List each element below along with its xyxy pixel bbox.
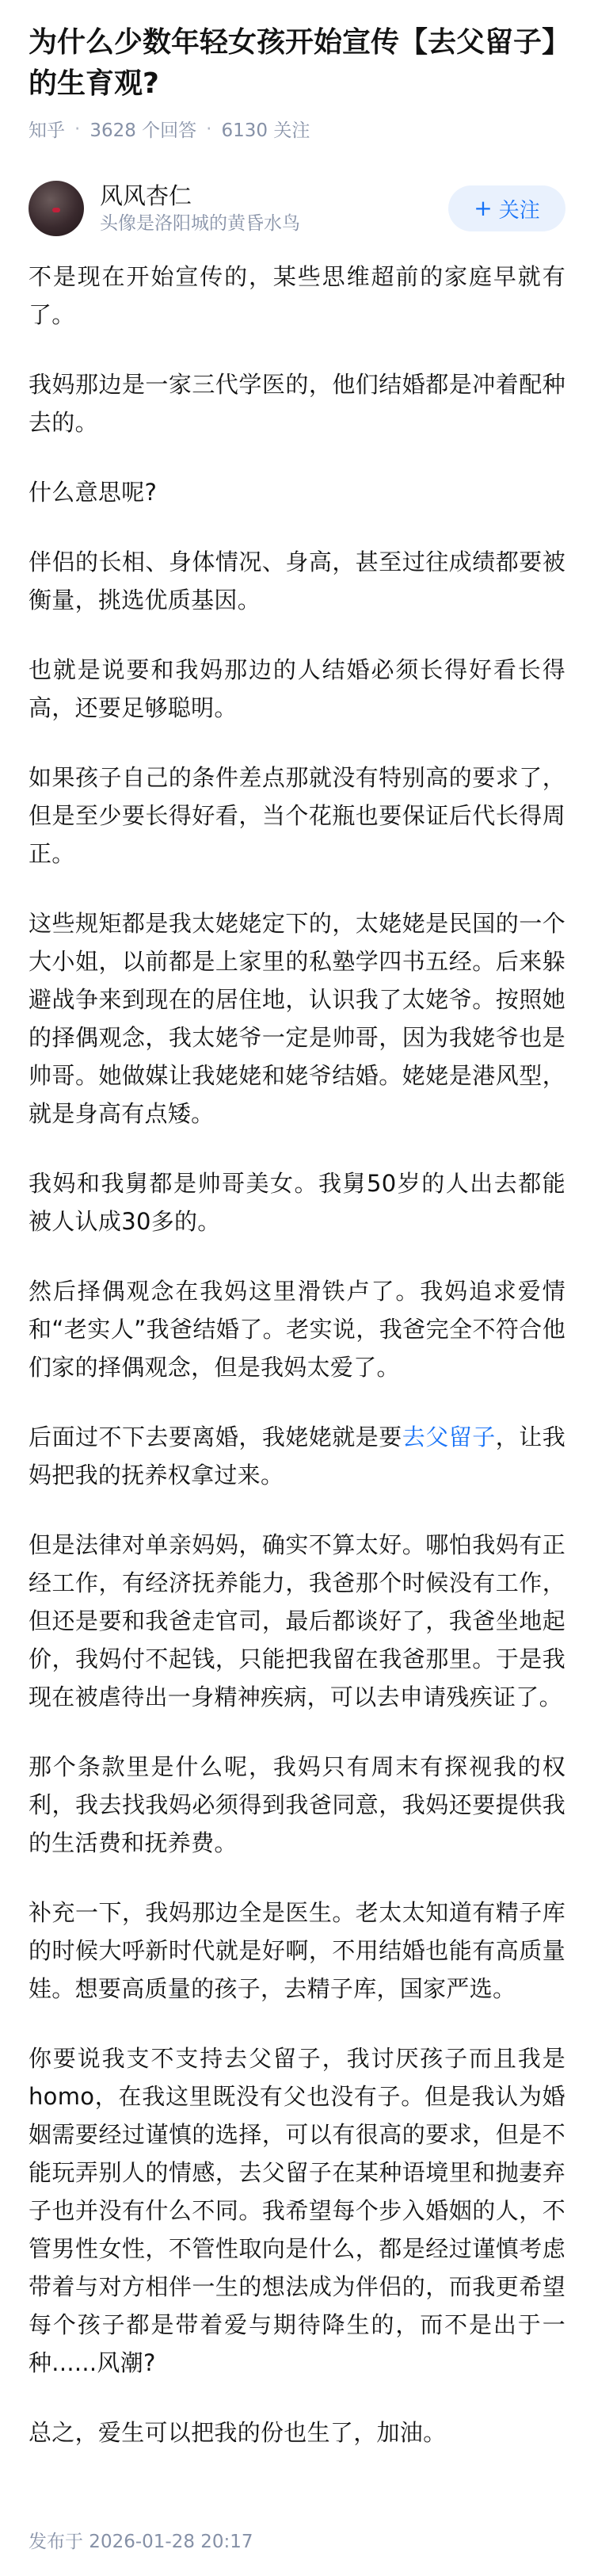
answer-paragraph: 那个条款里是什么呢，我妈只有周末有探视我的权利，我去找我妈必须得到我爸同意，我妈还要提供我的生活费和抚养费。 — [29, 1753, 565, 1856]
answer-paragraph: 总之，爱生可以把我的份也生了，加油。 — [29, 2419, 447, 2446]
follow-label: 关注 — [498, 198, 540, 223]
answer-paragraph: 这些规矩都是我太姥姥定下的，太姥姥是民国的一个大小姐，以前都是上家里的私塾学四书五经。后来躲避战争来到现在的居住地，认识我了太姥爷。按照她的择偶观念，我太姥爷一定是帅哥，因为我姥爷也是帅哥。她做媒让我姥姥和姥爷结婚。姥姥是港风型，就是身高有点矮。 — [29, 910, 565, 1127]
answer-paragraph: 什么意思呢? — [29, 479, 158, 506]
question-meta — [29, 116, 565, 142]
answer-paragraph: 不是现在开始宣传的，某些思维超前的家庭早就有了。 — [29, 263, 565, 328]
answer-paragraph: 如果孩子自己的条件差点那就没有特别高的要求了，但是至少要长得好看，当个花瓶也要保证后代长得周正。 — [29, 764, 565, 867]
follow-button[interactable] — [448, 185, 565, 231]
answer-paragraph: 但是法律对单亲妈妈，确实不算太好。哪怕我妈有正经工作，有经济抚养能力，我爸那个时候没有工作，但还是要和我爸走官司，最后都谈好了，我爸坐地起价，我妈付不起钱，只能把我留在我爸那里。于是我现在被虐待出一身精神疾病，可以去申请残疾证了。 — [29, 1531, 565, 1710]
author-bio: 头像是洛阳城的黄昏水鸟 — [100, 213, 300, 234]
plus-icon: + — [474, 195, 493, 221]
answer-paragraph: 你要说我支不支持去父留子，我讨厌孩子而且我是homo，在我这里既没有父也没有子。但是我认为婚姻需要经过谨慎的选择，可以有很高的要求，但是不能玩弄别人的情感，去父留子在某种语境里和抛妻弃子也并没有什么不同。我希望每个步入婚姻的人，不管男性女性，不管性取向是什么，都是经过谨慎考虑带着与对方相伴一生的想法成为伴侣的，而我更希望每个孩子都是带着爱与期待降生的，而不是出于一种......风潮? — [29, 2045, 565, 2376]
answer-paragraph: 也就是说要和我妈那边的人结婚必须长得好看长得高，还要足够聪明。 — [29, 656, 565, 721]
answer-paragraph: 我妈和我舅都是帅哥美女。我舅50岁的人出去都能被人认成30多的。 — [29, 1170, 565, 1235]
paragraph-text: ，让我妈把我的抚养权拿过来。 — [29, 1424, 566, 1489]
source-label[interactable]: 知乎 — [29, 120, 65, 141]
avatar[interactable] — [29, 181, 84, 236]
separator-dot: · — [74, 118, 81, 140]
topic-link[interactable]: 去父留子 — [402, 1424, 496, 1450]
follower-count[interactable]: 6130 关注 — [221, 120, 310, 141]
answer-body — [29, 258, 565, 2452]
author-name[interactable]: 风风杏仁 — [100, 182, 192, 209]
author-info — [100, 181, 448, 236]
publish-time: 发布于 2026-01-28 20:17 — [29, 2532, 253, 2552]
author-card — [29, 178, 565, 239]
separator-dot: · — [206, 118, 212, 140]
answer-count[interactable]: 3628 个回答 — [89, 120, 197, 141]
answer-paragraph: 补充一下，我妈那边全是医生。老太太知道有精子库的时候大呼新时代就是好啊，不用结婚也能有高质量娃。想要高质量的孩子，去精子库，国家严选。 — [29, 1899, 565, 2002]
paragraph-text: 后面过不下去要离婚，我姥姥就是要 — [29, 1424, 402, 1450]
answer-paragraph: 我妈那边是一家三代学医的，他们结婚都是冲着配种去的。 — [29, 371, 565, 436]
question-title[interactable]: 为什么少数年轻女孩开始宣传【去父留子】的生育观? — [29, 26, 557, 100]
answer-paragraph: 伴侣的长相、身体情况、身高，甚至过往成绩都要被衡量，挑选优质基因。 — [29, 548, 565, 613]
answer-paragraph-with-link — [29, 1418, 565, 1494]
answer-paragraph: 然后择偶观念在我妈这里滑铁卢了。我妈追求爱情和“老实人”我爸结婚了。老实说，我爸完全不符合他们家的择偶观念，但是我妈太爱了。 — [29, 1278, 565, 1381]
